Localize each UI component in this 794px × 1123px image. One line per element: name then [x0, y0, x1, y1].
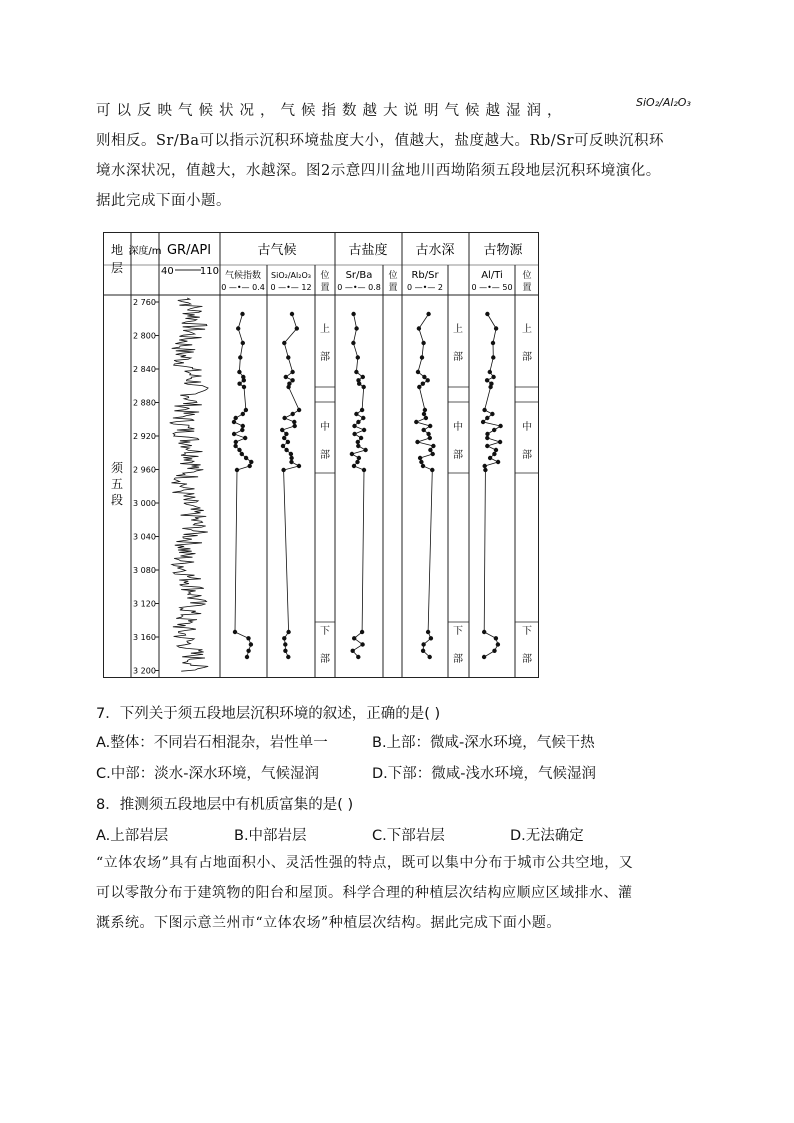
ratio-point	[481, 420, 485, 424]
depth-tick: 3 200	[133, 666, 156, 676]
intro-line-4: 据此完成下面小题。	[96, 193, 231, 209]
ratio-point	[352, 464, 356, 468]
ratio-point	[297, 464, 301, 468]
header-rb-sr: Rb/Sr	[411, 270, 439, 281]
zone-label: 部	[522, 450, 532, 461]
question-8-stem: 8．推测须五段地层中有机质富集的是( )	[96, 797, 354, 813]
ratio-point	[248, 464, 252, 468]
ratio-point	[356, 444, 360, 448]
ratio-point	[243, 436, 247, 440]
ratio-point	[232, 432, 236, 436]
header-sio-al: SiO₂/Al₂O₃	[271, 271, 311, 280]
ratio-point	[428, 655, 432, 659]
ratio-point	[422, 375, 426, 379]
ratio-point	[421, 642, 425, 646]
header-position-2b: 置	[388, 283, 398, 293]
zone-label: 部	[453, 654, 463, 665]
ratio-point	[414, 420, 418, 424]
header-gr-api: GR/API	[166, 243, 212, 258]
header-gr-max: 110	[199, 266, 219, 277]
formation-1: 须	[110, 461, 124, 475]
header-climate-index-range: 0 —•— 0.4	[221, 283, 265, 292]
ratio-point	[237, 382, 241, 386]
header-al-ti: Al/Ti	[481, 270, 503, 281]
ratio-point	[351, 341, 355, 345]
ratio-point	[422, 428, 426, 432]
ratio-point	[356, 355, 360, 359]
depth-tick: 2 920	[133, 432, 156, 441]
zone-label: 部	[522, 654, 532, 665]
depth-tick: 3 080	[133, 566, 156, 575]
depth-tick: 2 880	[133, 398, 156, 408]
zone-label: 上	[320, 324, 330, 335]
ratio-point	[415, 440, 419, 444]
ratio-point	[421, 341, 425, 345]
formation-3: 段	[110, 493, 124, 507]
ratio-point	[284, 432, 288, 436]
ratio-point	[360, 642, 364, 646]
ratio-point	[237, 448, 241, 452]
ratio-point	[282, 341, 286, 345]
ratio-point	[488, 456, 492, 460]
ratio-point	[281, 468, 285, 472]
ratio-point	[360, 630, 364, 634]
header-position-1b: 置	[320, 283, 330, 293]
question-7-option-c[interactable]: C.中部：淡水-深水环境，气候湿润	[96, 766, 319, 782]
sedimentary-figure	[103, 232, 539, 678]
depth-tick: 3 160	[133, 633, 156, 642]
zone-label: 部	[320, 654, 330, 665]
ratio-point	[354, 412, 358, 416]
zone-label: 部	[453, 450, 463, 461]
header-provenance: 古物源	[483, 243, 523, 258]
ratio-point	[483, 468, 487, 472]
zone-markers	[315, 322, 538, 665]
ratio-point	[426, 312, 430, 316]
ratio-point	[421, 464, 425, 468]
ratio-point	[485, 312, 489, 316]
ratio-point	[283, 642, 287, 646]
ratio-point	[354, 326, 358, 330]
ratio-point	[241, 412, 245, 416]
intro-paragraph	[96, 96, 706, 216]
ratio-curve-line	[282, 314, 299, 657]
ratio-point	[496, 460, 500, 464]
question-7-stem: 7．下列关于须五段地层沉积环境的叙述，正确的是( )	[96, 706, 441, 722]
ratio-point	[496, 642, 500, 646]
outro-paragraph	[96, 848, 706, 938]
ratio-curves	[232, 312, 503, 659]
zone-label: 部	[453, 352, 463, 363]
ratio-point	[431, 452, 435, 456]
depth-tick: 2 760	[133, 298, 156, 307]
ratio-point	[354, 370, 358, 374]
ratio-point	[492, 428, 496, 432]
ratio-curve-line	[352, 314, 366, 657]
depth-tick: 2 840	[133, 365, 156, 374]
ratio-point	[242, 378, 246, 382]
ratio-point	[351, 649, 355, 653]
outro-line-3: 溉系统。下图示意兰州市“立体农场”种植层次结构。据此完成下面小题。	[96, 915, 561, 931]
ratio-point	[297, 408, 301, 412]
ratio-point	[245, 655, 249, 659]
ratio-point	[282, 436, 286, 440]
ratio-point	[491, 355, 495, 359]
ratio-point	[289, 452, 293, 456]
ratio-point	[290, 370, 294, 374]
ratio-point	[244, 456, 248, 460]
ratio-point	[426, 630, 430, 634]
ratio-point	[426, 378, 430, 382]
header-stratum-2: 层	[110, 261, 124, 275]
ratio-point	[286, 630, 290, 634]
ratio-point	[498, 440, 502, 444]
gr-log-curve	[170, 298, 209, 671]
depth-tick: 3 000	[133, 499, 156, 508]
ratio-point	[356, 420, 360, 424]
header-position-3a: 位	[522, 271, 532, 281]
ratio-point	[280, 428, 284, 432]
ratio-point	[351, 312, 355, 316]
ratio-point	[361, 416, 365, 420]
ratio-point	[289, 460, 293, 464]
header-paleoclimate: 古气候	[257, 243, 297, 258]
ratio-curve-line	[416, 314, 433, 657]
ratio-point	[237, 370, 241, 374]
ratio-point	[492, 649, 496, 653]
ratio-point	[418, 456, 422, 460]
zone-label: 部	[522, 352, 532, 363]
ratio-point	[242, 385, 246, 389]
intro-line-2: 则相反。Sr/Ba可以指示沉积环境盐度大小，值越大，盐度越大。Rb/Sr可反映沉积环	[96, 133, 664, 149]
ratio-point	[482, 408, 486, 412]
formation-2: 五	[110, 477, 124, 491]
header-rb-sr-range: 0 —•— 2	[407, 283, 443, 292]
ratio-point	[485, 444, 489, 448]
ratio-point	[419, 460, 423, 464]
ratio-point	[240, 452, 244, 456]
zone-label: 上	[453, 324, 463, 335]
ratio-point	[485, 436, 489, 440]
ratio-point	[241, 341, 245, 345]
ratio-point	[286, 440, 290, 444]
ratio-point	[429, 636, 433, 640]
header-sr-ba-range: 0 —•— 0.8	[337, 283, 381, 292]
ratio-point	[421, 382, 425, 386]
ratio-point	[498, 424, 502, 428]
ratio-point	[417, 326, 421, 330]
question-8-option-a[interactable]: A.上部岩层	[96, 828, 169, 844]
ratio-point	[236, 326, 240, 330]
ratio-point	[290, 312, 294, 316]
depth-tick: 3 120	[133, 599, 156, 609]
ratio-point	[362, 468, 366, 472]
question-8-option-d[interactable]: D.无法确定	[510, 828, 584, 844]
ratio-point	[485, 378, 489, 382]
ratio-point	[291, 412, 295, 416]
ratio-point	[356, 440, 360, 444]
zone-label: 下	[522, 626, 532, 637]
zone-label: 中	[522, 422, 532, 433]
ratio-point	[357, 456, 361, 460]
header-paleodepth: 古水深	[415, 243, 455, 258]
ratio-point	[421, 649, 425, 653]
ratio-curve-line	[483, 314, 501, 657]
ratio-point	[424, 416, 428, 420]
zone-label: 部	[320, 450, 330, 461]
ratio-point	[286, 655, 290, 659]
depth-axis	[133, 298, 159, 678]
ratio-point	[235, 468, 239, 472]
ratio-point	[430, 468, 434, 472]
ratio-point	[494, 326, 498, 330]
ratio-point	[490, 412, 494, 416]
header-paleosalinity: 古盐度	[348, 243, 388, 258]
ratio-point	[281, 444, 285, 448]
header-sio-al-range: 0 —•— 12	[270, 283, 312, 292]
ratio-point	[355, 460, 359, 464]
ratio-point	[244, 408, 248, 412]
zone-label: 下	[320, 626, 330, 637]
gr-log-line	[170, 298, 209, 671]
header-stratum-1: 地	[110, 243, 124, 257]
zone-label: 中	[320, 422, 330, 433]
depth-tick: 3 040	[133, 532, 156, 542]
ratio-point	[422, 412, 426, 416]
ratio-point	[238, 355, 242, 359]
outro-line-2: 可以零散分布于建筑物的阳台和屋顶。科学合理的种植层次结构应顺应区域排水、灌	[96, 885, 633, 901]
ratio-point	[289, 456, 293, 460]
ratio-point	[428, 436, 432, 440]
ratio-point	[286, 385, 290, 389]
ratio-point	[290, 378, 294, 382]
header-position-1a: 位	[320, 271, 330, 281]
ratio-point	[249, 460, 253, 464]
header-position-3b: 置	[522, 283, 532, 293]
ratio-point	[234, 440, 238, 444]
ratio-point	[282, 416, 286, 420]
ratio-point	[361, 375, 365, 379]
ratio-point	[359, 436, 363, 440]
zone-label: 下	[453, 626, 463, 637]
ratio-point	[240, 312, 244, 316]
header-position-2a: 位	[388, 271, 398, 281]
ratio-point	[352, 432, 356, 436]
ratio-point	[292, 420, 296, 424]
header-depth: 深度/m	[128, 246, 162, 257]
ratio-point	[352, 424, 356, 428]
question-8-option-b[interactable]: B.中部岩层	[234, 828, 307, 844]
ratio-point	[362, 385, 366, 389]
ratio-point	[363, 448, 367, 452]
ratio-point	[491, 375, 495, 379]
question-7-option-b[interactable]: B.上部：微咸-深水环境，气候干热	[372, 735, 595, 751]
ratio-point	[284, 375, 288, 379]
ratio-point	[295, 326, 299, 330]
ratio-point	[482, 630, 486, 634]
ratio-point	[234, 416, 238, 420]
ratio-point	[246, 649, 250, 653]
ratio-point	[233, 630, 237, 634]
header-climate-index: 气候指数	[224, 271, 262, 281]
header-gr-min: 40	[161, 266, 174, 277]
ratio-point	[482, 655, 486, 659]
ratio-point	[420, 355, 424, 359]
ratio-point	[492, 452, 496, 456]
ratio-point	[286, 355, 290, 359]
ratio-point	[356, 655, 360, 659]
intro-line-3: 境水深状况，值越大，水越深。图2示意四川盆地川西坳陷须五段地层沉积环境演化。	[96, 163, 661, 179]
question-7-option-d[interactable]: D.下部：微咸-浅水环境，气候湿润	[372, 766, 597, 782]
zone-label: 中	[453, 422, 463, 433]
ratio-point	[491, 341, 495, 345]
ratio-point	[416, 370, 420, 374]
ratio-point	[488, 385, 492, 389]
ratio-point	[485, 416, 489, 420]
zone-label: 上	[522, 324, 532, 335]
ratio-point	[282, 636, 286, 640]
ratio-point	[488, 370, 492, 374]
depth-tick: 2 800	[133, 331, 156, 341]
ratio-point	[494, 448, 498, 452]
header-al-ti-range: 0 —•— 50	[471, 283, 513, 292]
ratio-point	[494, 636, 498, 640]
question-7-option-a[interactable]: A.整体：不同岩石相混杂，岩性单一	[96, 735, 328, 751]
ratio-point	[483, 464, 487, 468]
ratio-point	[241, 424, 245, 428]
ratio-point	[352, 636, 356, 640]
ratio-point	[246, 636, 250, 640]
ratio-point	[360, 408, 364, 412]
ratio-point	[293, 424, 297, 428]
header-sr-ba: Sr/Ba	[345, 270, 373, 281]
ratio-point	[233, 444, 237, 448]
ratio-point	[240, 428, 244, 432]
zone-label: 部	[320, 352, 330, 363]
ratio-point	[283, 649, 287, 653]
ratio-point	[284, 448, 288, 452]
ratio-point	[350, 452, 354, 456]
ratio-point	[485, 432, 489, 436]
ratio-point	[431, 444, 435, 448]
intro-line-1: 可以反映气候状况，气候指数越大说明气候越湿润，	[96, 103, 568, 119]
ratio-point	[428, 448, 432, 452]
depth-tick: 2 960	[133, 465, 156, 475]
ratio-point	[423, 408, 427, 412]
ratio-point	[362, 428, 366, 432]
ratio-point	[232, 420, 236, 424]
ratio-curve-line	[234, 314, 251, 657]
question-8-option-c[interactable]: C.下部岩层	[372, 828, 445, 844]
ratio-point	[426, 432, 430, 436]
ratio-point	[417, 385, 421, 389]
ratio-point	[249, 642, 253, 646]
ratio-point	[428, 424, 432, 428]
formula-label: SiO₂/Al₂O₃	[636, 96, 691, 109]
ratio-point	[357, 382, 361, 386]
outro-line-1: “立体农场”具有占地面积小、灵活性强的特点，既可以集中分布于城市公共空地，又	[96, 855, 634, 871]
